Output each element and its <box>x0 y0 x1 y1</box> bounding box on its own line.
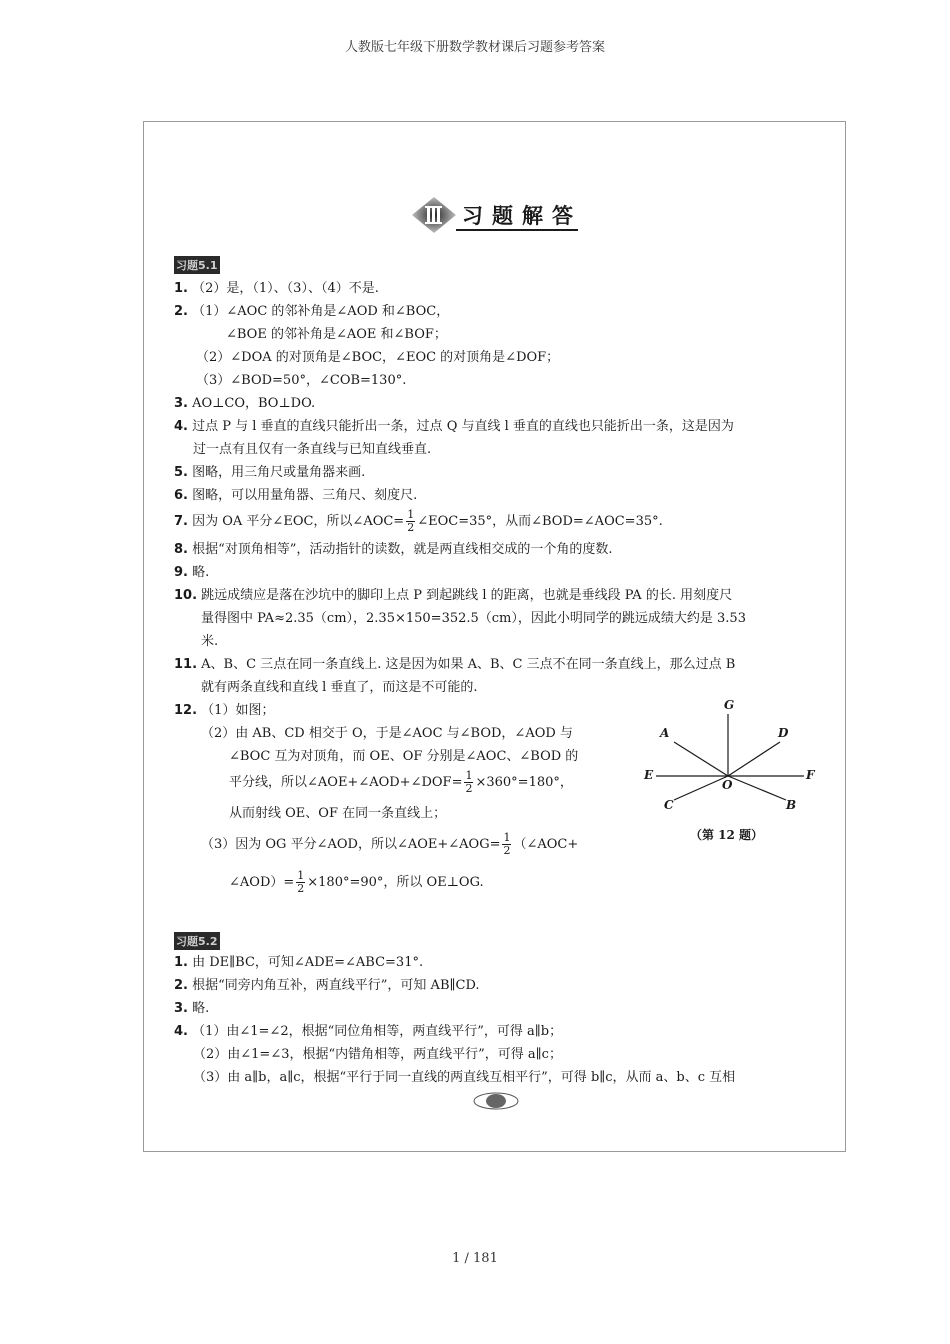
answer-line: 5. 图略，用三角尺或量角器来画. <box>174 465 366 480</box>
diagram-label-b: B <box>786 798 797 812</box>
answer-line: 7. 因为 OA 平分∠EOC，所以∠AOC= $\frac{1}{2}$ ∠EOC=35°，从而∠BOD=∠AOC=35°. <box>174 508 663 534</box>
diagram-caption: （第 12 题） <box>690 828 764 842</box>
answer-line: 11. A、B、C 三点在同一条直线上. 这是因为如果 A、B、C 三点不在同一条直线上，那么过点 B <box>174 657 736 672</box>
diagram-label-f: F <box>806 768 815 782</box>
answer-line: 1. （2）是，（1）、（3）、（4）不是. <box>174 281 379 296</box>
answer-line: （3）由 a∥b，a∥c，根据“平行于同一直线的两直线互相平行”，可得 b∥c，从而 a、b、c 互相 <box>193 1070 736 1085</box>
diagram-label-d: D <box>778 726 789 740</box>
answer-line: 9. 略. <box>174 565 210 580</box>
answer-line: 从而射线 OE、OF 在同一条直线上； <box>229 806 447 821</box>
heading-title: 习题解答 <box>462 204 582 228</box>
answer-line: ∠BOC 互为对顶角，而 OE、OF 分别是∠AOC、∠BOD 的 <box>229 749 579 764</box>
answer-line: 平分线，所以∠AOE+∠AOD+∠DOF= $\frac{1}{2}$ ×360°=180°， <box>229 769 573 795</box>
answer-line: 8. 根据“对顶角相等”，活动指针的读数，就是两直线相交成的一个角的度数. <box>174 542 613 557</box>
answer-line: 米. <box>201 634 219 649</box>
page-counter: 1 / 181 <box>452 1251 498 1266</box>
section-label-5-2: 习题5.2 <box>174 932 220 950</box>
answer-line: 12. （1）如图； <box>174 703 275 718</box>
answer-line: （3）因为 OG 平分∠AOD，所以∠AOE+∠AOG= $\frac{1}{2}$ （∠AOC+ <box>201 831 579 857</box>
heading-underline <box>456 229 578 231</box>
answer-line: ∠AOD）= $\frac{1}{2}$ ×180°=90°，所以 OE⊥OG. <box>229 869 484 895</box>
answer-line: （2）由∠1=∠3，根据“内错角相等，两直线平行”，可得 a∥c； <box>193 1047 562 1062</box>
answer-line: 量得图中 PA≈2.35（cm），2.35×150=352.5（cm），因此小明同学的跳远成绩大约是 3.53 <box>201 611 746 626</box>
heading-emblem-icon <box>408 195 460 235</box>
diagram-label-o: O <box>722 778 733 792</box>
diagram-label-c: C <box>664 798 674 812</box>
answer-line: 2. （1）∠AOC 的邻补角是∠AOD 和∠BOC， <box>174 304 450 319</box>
answer-line: 3. AO⊥CO，BO⊥DO. <box>174 396 316 411</box>
diagram-label-g: G <box>724 698 735 712</box>
answer-line: 2. 根据“同旁内角互补，两直线平行”，可知 AB∥CD. <box>174 978 480 993</box>
answer-line: （2）由 AB、CD 相交于 O，于是∠AOC 与∠BOD，∠AOD 与 <box>201 726 573 741</box>
fraction-half: $\frac{1}{2}$ <box>297 869 305 895</box>
answer-line: （2）∠DOA 的对顶角是∠BOC，∠EOC 的对顶角是∠DOF； <box>196 350 560 365</box>
answer-line: （3）∠BOD=50°，∠COB=130°. <box>196 373 407 388</box>
page-number-ornament-icon <box>472 1090 520 1112</box>
fraction-half: $\frac{1}{2}$ <box>503 831 511 857</box>
answer-line: 10. 跳远成绩应是落在沙坑中的脚印上点 P 到起跳线 l 的距离，也就是垂线段 PA 的长. 用刻度尺 <box>174 588 733 603</box>
answer-line: ∠BOE 的邻补角是∠AOE 和∠BOF； <box>226 327 447 342</box>
answer-line: 4. 过点 P 与 l 垂直的直线只能折出一条，过点 Q 与直线 l 垂直的直线也只能折出一条，这是因为 <box>174 419 734 434</box>
answer-line: 3. 略. <box>174 1001 210 1016</box>
fraction-half: $\frac{1}{2}$ <box>407 508 415 534</box>
answer-line: 1. 由 DE∥BC，可知∠ADE=∠ABC=31°. <box>174 955 424 970</box>
diagram-label-a: A <box>660 726 670 740</box>
answer-line: 6. 图略，可以用量角器、三角尺、刻度尺. <box>174 488 418 503</box>
section-label-5-1: 习题5.1 <box>174 256 220 274</box>
answer-line: 就有两条直线和直线 l 垂直了，而这是不可能的. <box>201 680 478 695</box>
scanned-page-frame <box>143 121 846 1152</box>
answer-line: 4. （1）由∠1=∠2，根据“同位角相等，两直线平行”，可得 a∥b； <box>174 1024 563 1039</box>
diagram-label-e: E <box>644 768 654 782</box>
document-title: 人教版七年级下册数学教材课后习题参考答案 <box>344 40 605 55</box>
fraction-half: $\frac{1}{2}$ <box>465 769 473 795</box>
answer-line: 过一点有且仅有一条直线与已知直线垂直. <box>193 442 432 457</box>
